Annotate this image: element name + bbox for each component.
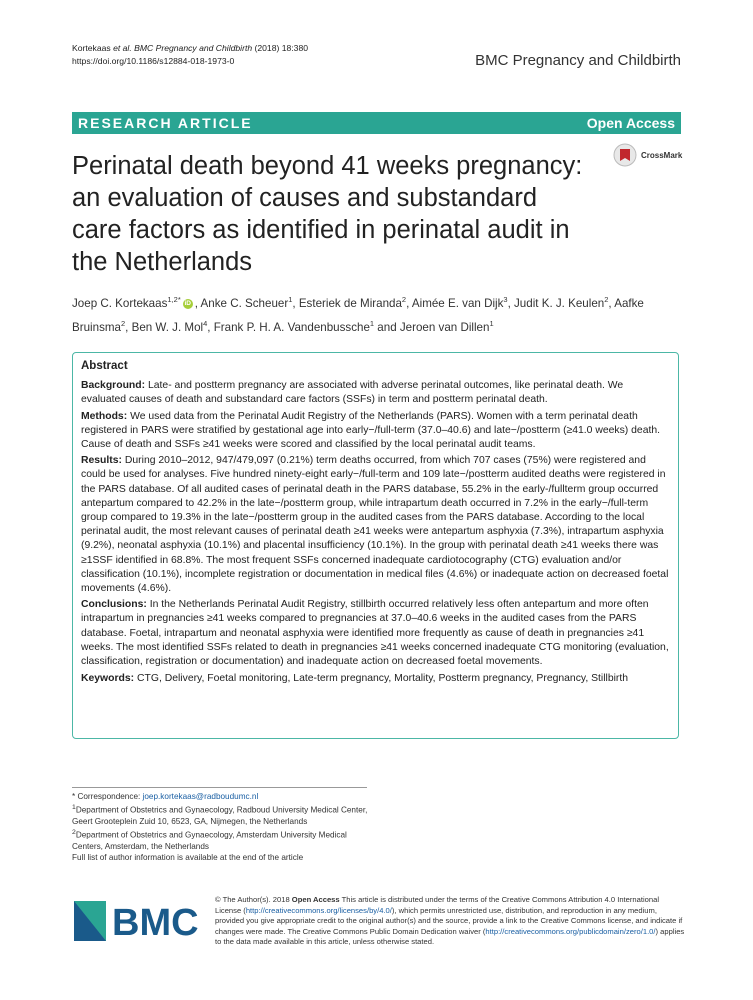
article-title: Perinatal death beyond 41 weeks pregnancy: an evaluation of causes and substandard care factors as identified in perinatal audit in the Netherlands: [72, 152, 583, 276]
orcid-icon[interactable]: iD: [184, 299, 191, 307]
abstract-conclusions: Conclusions: In the Netherlands Perinatal Audit Registry, stillbirth occurred relatively less often antepartum and more often intrapartum in pregnancies ≥41 weeks compared to pregnancies at 37.0–40.6 weeks in the audited cases from the PARS database. Foetal, intrapartum and neonatal asphyxia were identified more frequently as cause of death in pregnancies ≥41 weeks. The most identified SSFs related to death in pregnancies ≥41 weeks concerned inadequate CTG monitoring (evaluation, classification, registration or documentation) and inadequate action on decreased foetal movements.: [81, 599, 669, 668]
cc-by-link[interactable]: http://creativecommons.org/licenses/by/4.0/: [245, 905, 392, 915]
article-type-banner: [72, 112, 681, 134]
open-access-label: Open Access: [586, 115, 675, 131]
journal-name: BMC Pregnancy and Childbirth: [475, 52, 681, 69]
license-statement: © The Author(s). 2018 Open Access This article is distributed under the terms of the Creative Commons Attribution 4.0 International License (http://creativecommons.org/licenses/by/4.0/), which permits unrestricted use, distribution, and reproduction in any medium, provided you give appropriate credit to the original author(s) and the source, provide a link to the Creative Commons license, and indicate if changes were made. The Creative Commons Public Domain Dedication waiver (http://creativecommons.org/publicdomain/zero/1.0/) applies to the data made available in this article, unless otherwise stated.: [215, 895, 685, 947]
footnote-divider: [72, 787, 367, 788]
footnotes: * Correspondence: joep.kortekaas@radboudumc.nl $^1$Department of Obstetrics and Gynaecology, Radboud University Medical Center, Geert Grooteplein Zuid 10, 6523, GA, Nijmegen, the Netherlands $^2$Department of Obstetrics and Gynaecology, Amsterdam University Medical Centers, Amsterdam, the Netherlands Full list of author information is available at the end of the article: [72, 792, 368, 863]
bmc-logo: [72, 895, 202, 943]
abstract-box: [72, 352, 679, 739]
doi-link[interactable]: https://doi.org/10.1186/s12884-018-1973-0: [72, 56, 235, 66]
correspondence-email-link[interactable]: joep.kortekaas@radboudumc.nl: [142, 792, 259, 801]
abstract-heading: Abstract: [81, 360, 128, 372]
crossmark-badge[interactable]: [613, 143, 682, 167]
abstract-background: Background: Late- and postterm pregnancy are associated with adverse perinatal outcomes, like perinatal death. We evaluated causes of death and substandard care factors (SSFs) in term and postterm perinatal death.: [81, 380, 624, 406]
citation: Kortekaas et al. BMC Pregnancy and Childbirth (2018) 18:380 https://doi.org/10.1186/s12884-018-1973-0: [72, 43, 309, 66]
cc-zero-link[interactable]: http://creativecommons.org/publicdomain/zero/1.0/: [485, 926, 656, 936]
abstract-methods: Methods: We used data from the Perinatal Audit Registry of the Netherlands (PARS). Women with a term perinatal death registered in PARS were stratified by gestational age into early−/full-term (37.0–40.6) and late−/postterm (≥41.0 weeks) death. Cause of death and SSFs ≥41 weeks were scored and classified by the local perinatal audit teams.: [81, 410, 661, 451]
bmc-logo-text: BMC: [112, 902, 199, 943]
article-type-label: RESEARCH ARTICLE: [78, 115, 253, 131]
author-list: Joep C. Kortekaas$^{1,2*}$ iD , Anke C. Scheuer$^1$, Esteriek de Miranda$^2$, Aimée E. van Dijk$^3$, Judit K. J. Keulen$^2$, Aafke Bruinsma$^2$, Ben W. J. Mol$^4$, Frank P. H. A. Vandenbussche$^1$ and Jeroen van Dillen$^1$: [72, 295, 644, 334]
abstract-keywords: Keywords: CTG, Delivery, Foetal monitoring, Late-term pregnancy, Mortality, Postterm pregnancy, Pregnancy, Stillbirth: [81, 673, 629, 685]
abstract-results: Results: During 2010–2012, 947/479,097 (0.21%) term deaths occurred, from which 707 cases (75%) were registered and could be used for analyses. Five hundred ninety-eight early−/full-term and 109 late−/postterm audited deaths were registered in the PARS database. Of all audited cases of perinatal death in the PARS database, 55.2% in the early-/fullterm group occurred antepartum compared to 42.2% in the late−/postterm group, while intrapartum death occurred in 7.2% in the early−/full-term group compared to 19.3% in the late−/postterm group in the audited cases from the PARS database. According to the local perinatal audit, the most relevant causes of perinatal death ≥41 weeks were antepartum asphyxia (7.3%), intrapartum asphyxia (9.2%), neonatal asphyxia (10.1%) and placental insufficiency (10.1%). In the group with perinatal death ≥41 weeks there was ≥1SSF identified in 68.8%. The most frequent SSFs concerned inadequate cardiotocography (CTG) evaluation and/or classification (10.1%), incomplete registration or documentation in medical files (4.6%) or inadequate action on decreased foetal movements (4.6%).: [81, 455, 669, 595]
crossmark-label: CrossMark: [641, 150, 683, 160]
crossmark-icon: [613, 143, 637, 167]
